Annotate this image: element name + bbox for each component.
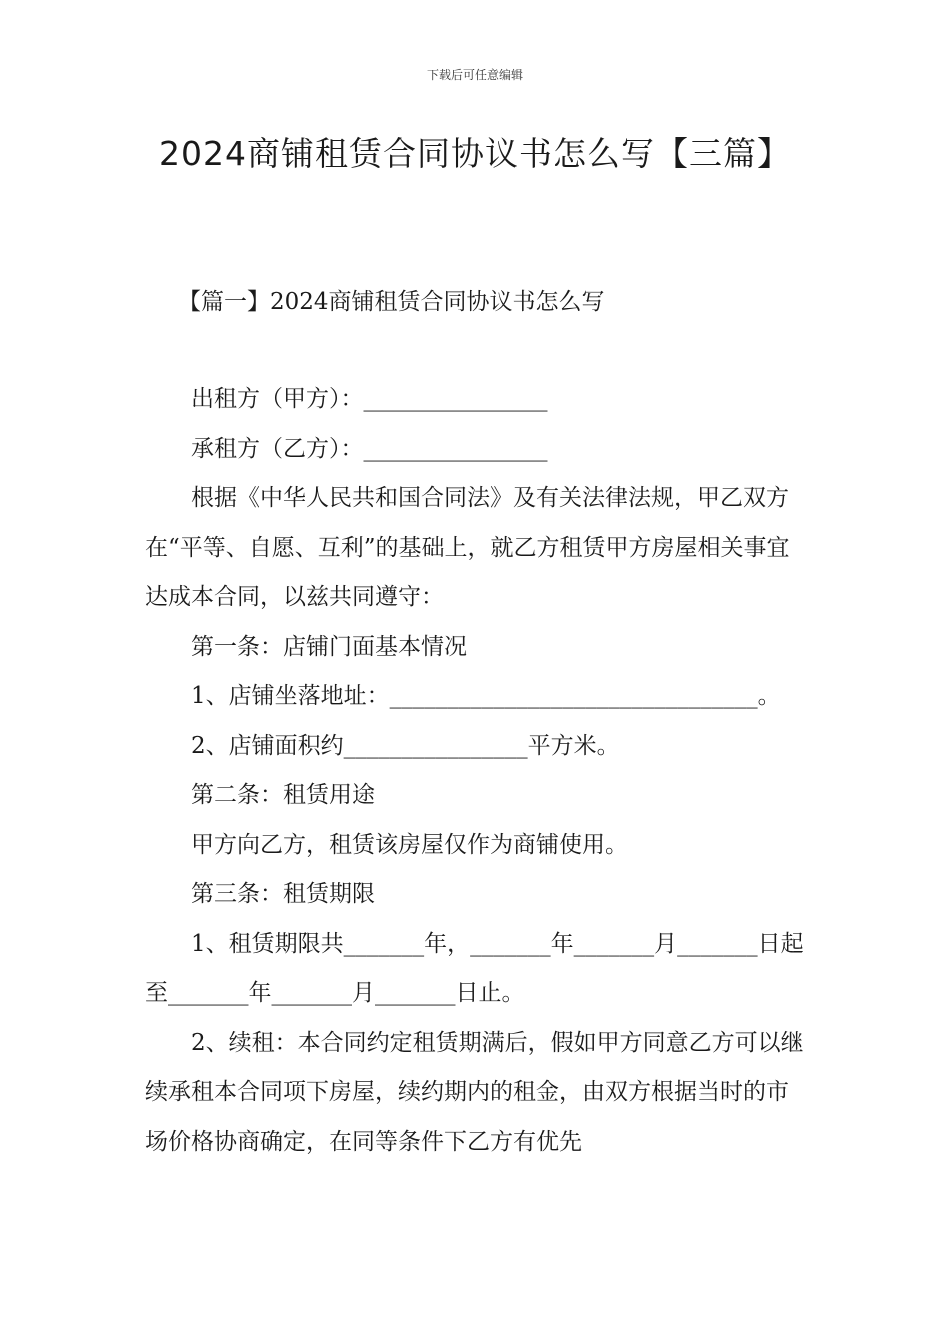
paragraph-area: 2、店铺面积约________________平方米。 — [191, 732, 620, 759]
paragraph-lessor: 出租方（甲方）：________________ — [191, 386, 548, 412]
paragraph-preamble: 根据《中华人民共和国合同法》及有关法律法规，甲乙双方在“平等、自愿、互利”的基础上，就乙方租赁甲方房屋相关事宜达成本合同，以兹共同遵守： — [145, 485, 790, 610]
paragraph-lessee: 承租方（乙方）：________________ — [191, 435, 548, 462]
paragraph-usage: 甲方向乙方，租赁该房屋仅作为商铺使用。 — [191, 831, 628, 858]
paragraph-address: 1、店铺坐落地址：________________________________。 — [191, 683, 781, 709]
article-1-heading: 第一条：店铺门面基本情况 — [191, 633, 467, 660]
header-note: 下载后可任意编辑 — [426, 68, 523, 82]
article-2-heading: 第二条：租赁用途 — [191, 782, 375, 808]
paragraph-term: 1、租赁期限共_______年，_______年_______月_______日起至_______年_______月_______日止。 — [145, 930, 804, 1006]
section-heading: 【篇一】2024商铺租赁合同协议书怎么写 — [178, 289, 605, 315]
article-3-heading: 第三条：租赁期限 — [191, 881, 375, 907]
document-body — [145, 375, 807, 1167]
paragraph-renewal: 2、续租：本合同约定租赁期满后，假如甲方同意乙方可以继续承租本合同项下房屋，续约期内的租金，由双方根据当时的市场价格协商确定，在同等条件下乙方有优先 — [145, 1029, 804, 1155]
document-title: 2024商铺租赁合同协议书怎么写【三篇】 — [159, 134, 791, 173]
